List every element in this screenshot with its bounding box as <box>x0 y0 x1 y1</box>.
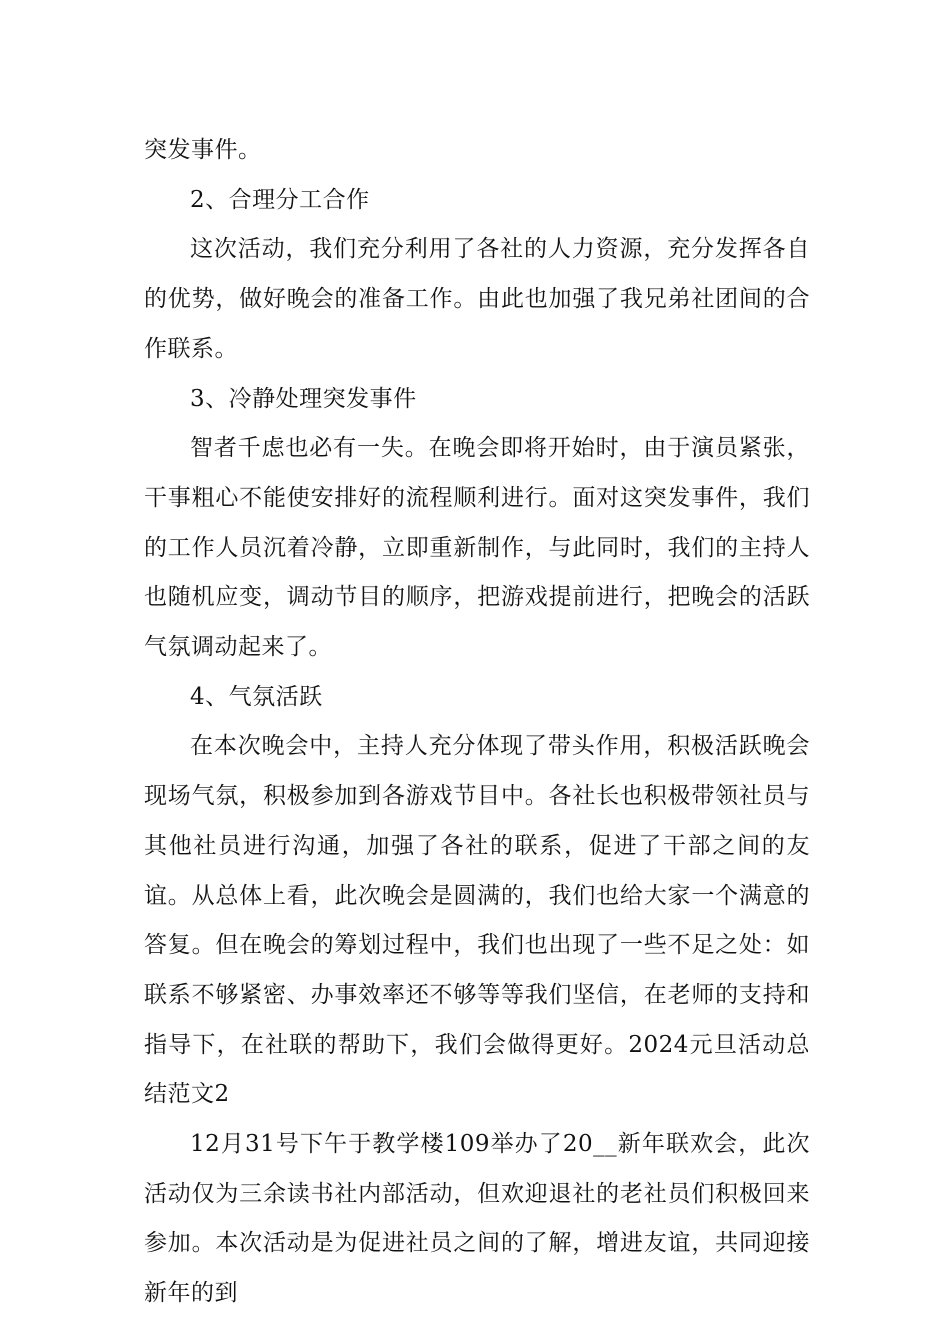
paragraph-atmosphere: 在本次晚会中，主持人充分体现了带头作用，积极活跃晚会现场气氛，积极参加到各游戏节目中。各社长也积极带领社员与其他社员进行沟通，加强了各社的联系，促进了干部之间的友谊。从总体上看，此次晚会是圆满的，我们也给大家一个满意的答复。但在晚会的筹划过程中，我们也出现了一些不足之处：如联系不够紧密、办事效率还不够等等我们坚信，在老师的支持和指导下，在社联的帮助下，我们会做得更好。2024元旦活动总结范文2 <box>144 733 810 1108</box>
section-heading-2: 2、合理分工合作 <box>190 186 370 213</box>
section-heading-4: 4、气氛活跃 <box>190 683 323 710</box>
paragraph-new-year-party: 12月31号下午于教学楼109举办了20__新年联欢会，此次活动仅为三余读书社内部活动，但欢迎退社的老社员们积极回来参加。本次活动是为促进社员之间的了解，增进友谊，共同迎接新年的到 <box>144 1131 810 1307</box>
paragraph-continuation: 突发事件。 <box>144 137 262 163</box>
body-text <box>144 126 810 1319</box>
paragraph-emergency: 智者千虑也必有一失。在晚会即将开始时，由于演员紧张，干事粗心不能使安排好的流程顺利进行。面对这突发事件，我们的工作人员沉着冷静，立即重新制作，与此同时，我们的主持人也随机应变，调动节目的顺序，把游戏提前进行，把晚会的活跃气氛调动起来了。 <box>144 435 810 661</box>
section-heading-3: 3、冷静处理突发事件 <box>190 385 417 412</box>
paragraph-cooperation: 这次活动，我们充分利用了各社的人力资源，充分发挥各自的优势，做好晚会的准备工作。由此也加强了我兄弟社团间的合作联系。 <box>144 236 810 362</box>
